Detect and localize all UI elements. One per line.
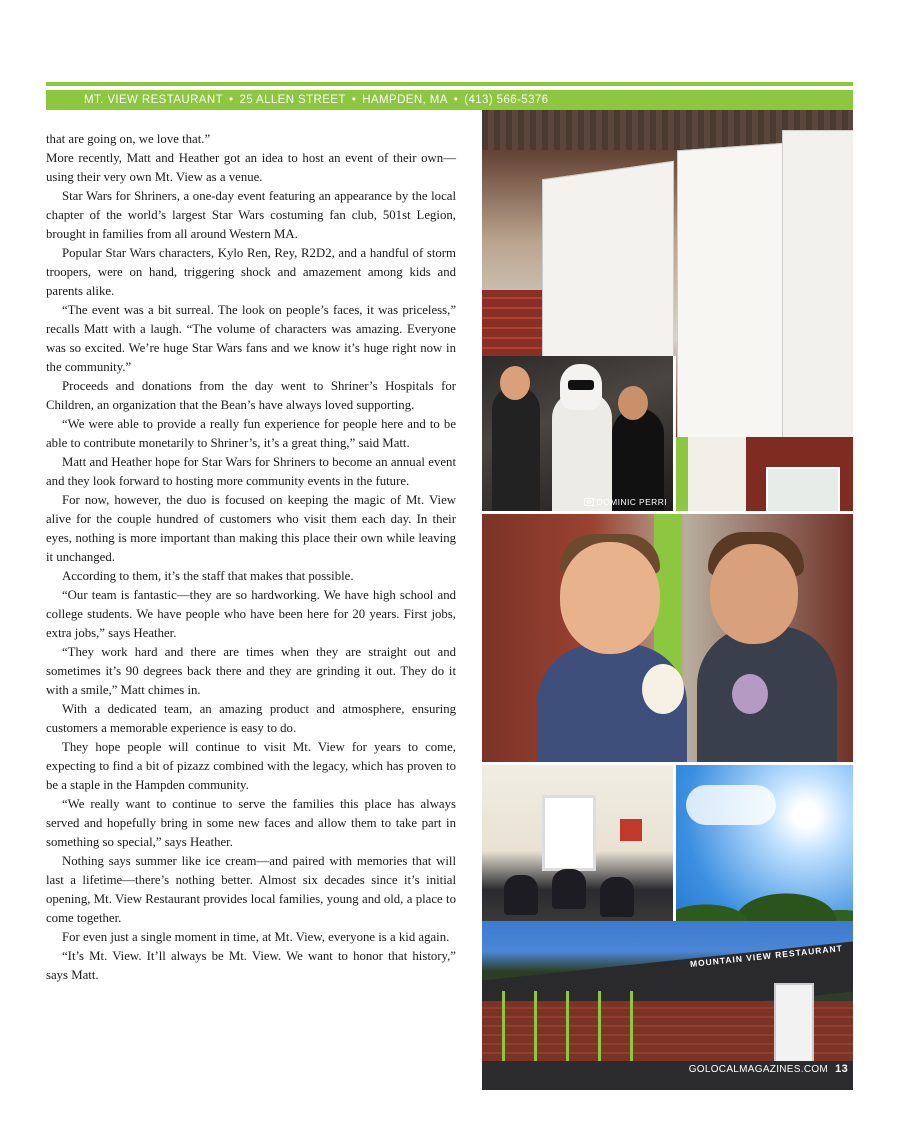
article-body [46,130,456,985]
green-post [534,991,537,1061]
camera-icon [584,498,594,506]
page-footer [689,1063,848,1075]
kids-ice-cream-photo [482,514,853,762]
paragraph: With a dedicated team, an amazing product and atmosphere, ensuring customers a memorable experience is easy to do. [46,702,456,735]
photo-credit [584,497,667,507]
ice-cream-cone [732,674,768,714]
green-post [502,991,505,1061]
menu-board [782,130,853,437]
interior-photo [482,765,673,921]
paragraph: that are going on, we love that.” [46,132,211,146]
paragraph: For now, however, the duo is focused on keeping the magic of Mt. View alive for the couple hundred of customers who visit them each day. In their eyes, nothing is more important than making this place their own while leaving it unchanged. [46,493,456,564]
trees [676,861,853,921]
kid-face [560,542,660,654]
paragraph: Popular Star Wars characters, Kylo Ren, Rey, R2D2, and a handful of storm troopers, were on hand, triggering shock and amazement among kids and parents alike. [46,246,456,298]
paragraph: “They work hard and there are times when they are straight out and sometimes it’s 90 degrees back there and they are grinding it out. They do it with a smile,” Matt chimes in. [46,645,456,697]
header-address: 25 ALLEN STREET [239,94,346,106]
green-post [566,991,569,1061]
cloud [686,785,776,825]
header-rule [46,82,853,86]
photo-credit-text: DOMINIC PERRI [596,497,667,507]
exterior-sign: MOUNTAIN VIEW RESTAURANT [689,942,844,969]
chair [552,869,586,909]
paragraph: Star Wars for Shriners, a one-day event featuring an appearance by the local chapter of the world’s largest Star Wars costuming fan club, 501st Legion, brought in families from all around Western MA. [46,189,456,241]
header-separator: • [453,94,459,106]
page-number: 13 [835,1063,848,1075]
chair [600,877,634,917]
paragraph: “We were able to provide a really fun experience for people here and to be able to contribute monetarily to Shriner’s, it’s a great thing,” said Matt. [46,417,456,450]
window [542,795,596,871]
sky-trees-photo [676,765,853,921]
green-post [630,991,633,1061]
paragraph: “We really want to continue to serve the families this place has always served and hopefully bring in some new faces and allow them to take part in something so special,” says Heather. [46,797,456,849]
helmet-visor [568,380,594,390]
header-separator: • [229,94,234,106]
window [766,467,840,511]
green-post [598,991,601,1061]
paragraph: “The event was a bit surreal. The look on people’s faces, it was priceless,” recalls Matt with a laugh. “The volume of characters was amazing. Everyone was so excited. We’re huge Star Wars fans and we know it’s huge right now in the community.” [46,303,456,374]
header-town: HAMPDEN, MA [362,94,448,106]
paragraph: “Our team is fantastic—they are so hardworking. We have high school and college students. We have people who have been here for 20 years. First jobs, extra jobs,” says Heather. [46,588,456,640]
paragraph: According to them, it’s the staff that makes that possible. [62,569,354,583]
paragraph: Nothing says summer like ice cream—and paired with memories that will last a lifetime—there’s nothing better. Almost six decades since it’s initial opening, Mt. View Restaurant provides local families, young and old, a place to come together. [46,854,456,925]
wall-sign [620,819,642,841]
kid-face [710,544,798,644]
paragraph: Proceeds and donations from the day went to Shriner’s Hospitals for Children, an organization that the Bean’s have always loved supporting. [46,379,456,412]
person [492,386,540,511]
header-separator: • [351,94,357,106]
door [774,983,814,1065]
person-head [618,386,648,420]
header-bar [46,90,853,110]
paragraph: For even just a single moment in time, at Mt. View, everyone is a kid again. [62,930,450,944]
stormtrooper-photo [482,356,676,514]
footer-site: GOLOCALMAGAZINES.COM [688,1064,829,1075]
person [612,408,664,511]
storefront-window-photo [676,437,853,511]
paragraph: Matt and Heather hope for Star Wars for Shriners to become an annual event and they look forward to hosting more community events in the future. [46,455,456,488]
header-restaurant: MT. VIEW RESTAURANT [84,94,224,106]
chair [504,875,538,915]
person-head [500,366,530,400]
paragraph: More recently, Matt and Heather got an idea to host an event of their own—using their very own Mt. View as a venue. [46,151,456,184]
paragraph: “It’s Mt. View. It’ll always be Mt. View. We want to honor that history,” says Matt. [46,949,456,982]
ice-cream-cone [642,664,684,714]
paragraph: They hope people will continue to visit Mt. View for years to come, expecting to find a bit of pizazz combined with the legacy, which has proven to be a staple in the Hampden community. [46,740,456,792]
header-phone: (413) 566-5376 [464,94,549,106]
